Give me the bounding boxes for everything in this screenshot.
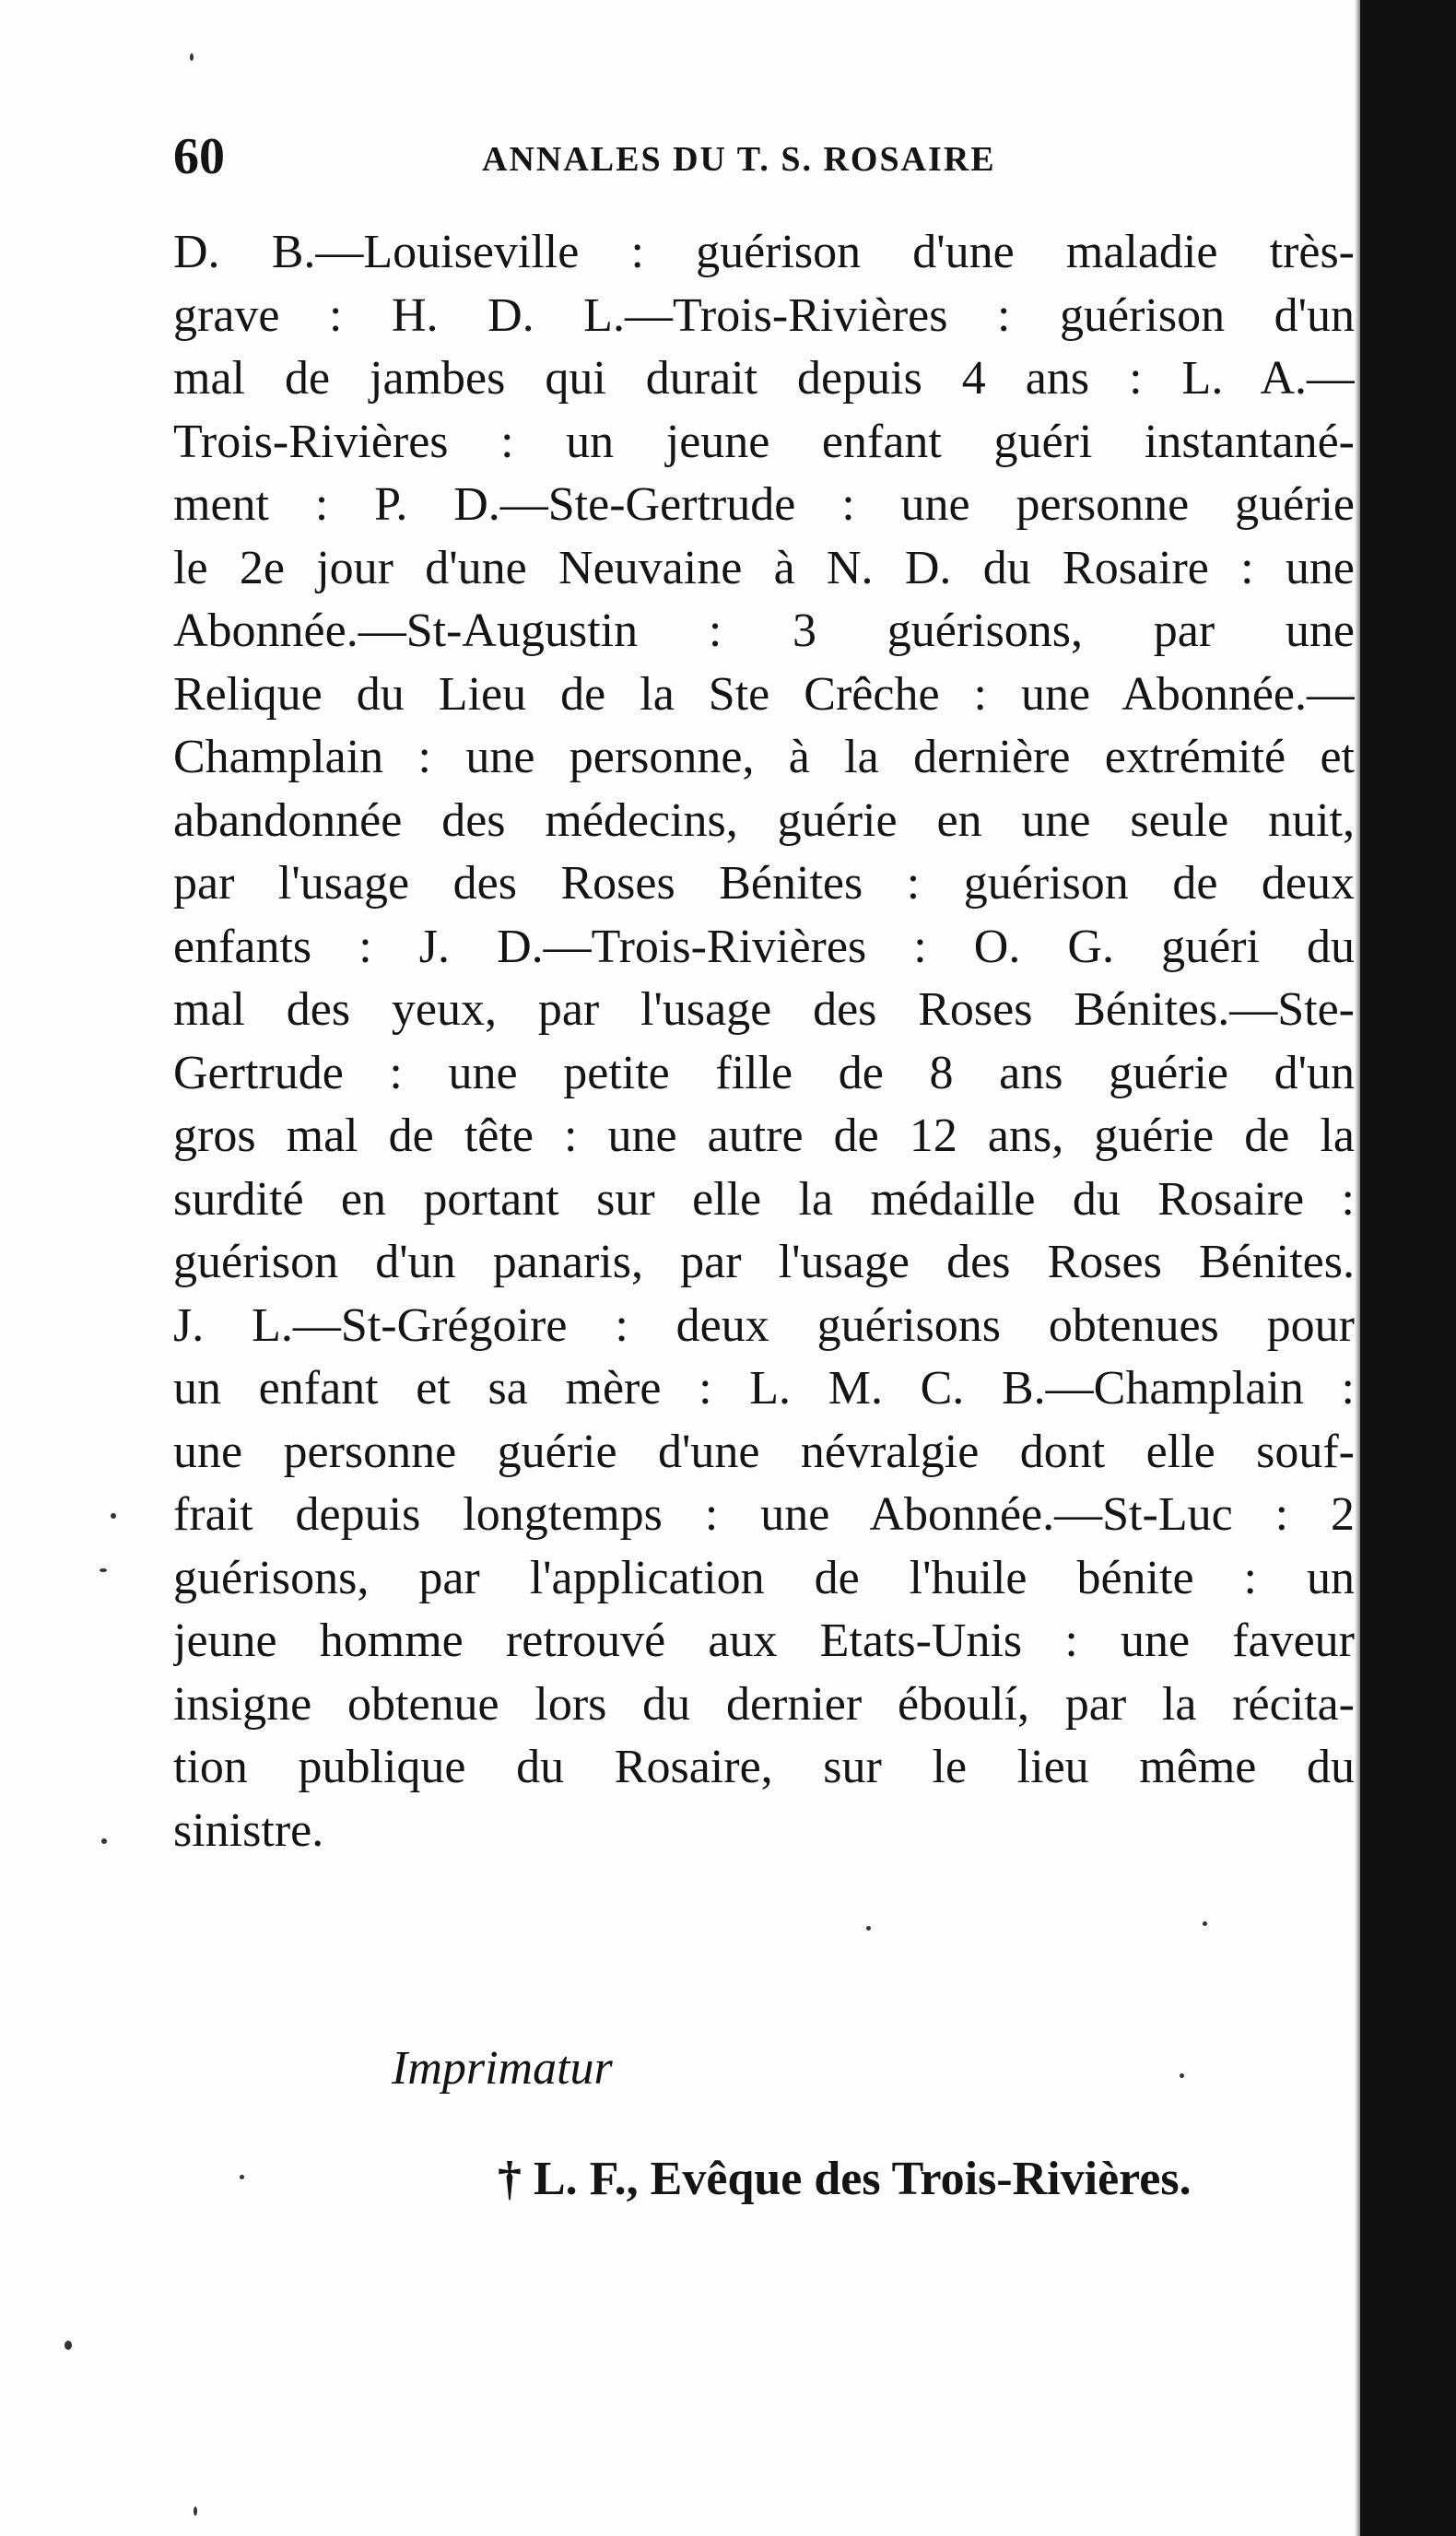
text-line: abandonnée des médecins, guérie en une seule nuit, <box>173 793 1355 847</box>
page-header <box>173 120 1353 194</box>
scan-speck <box>866 1926 871 1931</box>
text-line: D. B.—Louiseville : guérison d'une maladie très- <box>173 226 1355 278</box>
text-line: mal de jambes qui durait depuis 4 ans : L. A.— <box>173 352 1355 405</box>
body-text <box>173 221 1355 1862</box>
scan-speck <box>240 2175 244 2179</box>
running-head: ANNALES DU T. S. ROSAIRE <box>482 140 996 179</box>
scan-speck <box>111 1513 116 1519</box>
text-line: mal des yeux, par l'usage des Roses Bénites.—Ste- <box>173 983 1355 1036</box>
text-line: enfants : J. D.—Trois-Rivières : O. G. guéri du <box>173 920 1355 973</box>
text-line: sinistre. <box>173 1803 324 1857</box>
text-line: tion publique du Rosaire, sur le lieu même du <box>173 1741 1355 1793</box>
text-line: guérison d'un panaris, par l'usage des Roses Bénites. <box>173 1236 1355 1288</box>
text-line: guérisons, par l'application de l'huile bénite : un <box>173 1551 1355 1604</box>
text-line: frait depuis longtemps : une Abonnée.—St-Luc : 2 <box>173 1488 1355 1541</box>
text-line: le 2e jour d'une Neuvaine à N. D. du Rosaire : une <box>173 541 1355 594</box>
text-line: J. L.—St-Grégoire : deux guérisons obtenues pour <box>173 1298 1355 1352</box>
scan-speck <box>101 1838 107 1844</box>
text-line: surdité en portant sur elle la médaille du Rosaire : <box>173 1172 1355 1226</box>
text-line: un enfant et sa mère : L. M. C. B.—Champlain : <box>173 1362 1355 1415</box>
scan-speck <box>100 1568 107 1572</box>
scan-speck <box>194 2507 197 2516</box>
text-line: Trois-Rivières : un jeune enfant guéri instantané- <box>173 415 1355 468</box>
imprimatur: Imprimatur <box>392 2042 613 2095</box>
text-line: grave : H. D. L.—Trois-Rivières : guérison d'un <box>173 288 1355 342</box>
text-line: Abonnée.—St-Augustin : 3 guérisons, par une <box>173 605 1355 657</box>
text-line: Relique du Lieu de la Ste Crêche : une Abonnée.— <box>173 667 1355 721</box>
scan-speck <box>1180 2073 1184 2078</box>
binding-edge <box>1360 0 1456 2536</box>
page-number: 60 <box>173 128 225 185</box>
text-line: une personne guérie d'une névralgie dont elle souf- <box>173 1425 1355 1478</box>
text-line: insigne obtenue lors du dernier éboulí, par la récita- <box>173 1677 1355 1731</box>
text-line: jeune homme retrouvé aux Etats-Unis : une faveur <box>173 1614 1355 1667</box>
signature: † L. F., Evêque des Trois-Rivières. <box>498 2153 1192 2205</box>
text-line: gros mal de tête : une autre de 12 ans, guérie de la <box>173 1110 1355 1162</box>
scan-speck <box>65 2341 72 2350</box>
text-line: ment : P. D.—Ste-Gertrude : une personne guérie <box>173 478 1355 531</box>
scan-speck <box>190 53 194 61</box>
scan-speck <box>1203 1921 1207 1926</box>
text-line: Gertrude : une petite fille de 8 ans guérie d'un <box>173 1046 1355 1099</box>
text-line: par l'usage des Roses Bénites : guérison de deux <box>173 857 1355 910</box>
text-line: Champlain : une personne, à la dernière extrémité et <box>173 731 1355 783</box>
